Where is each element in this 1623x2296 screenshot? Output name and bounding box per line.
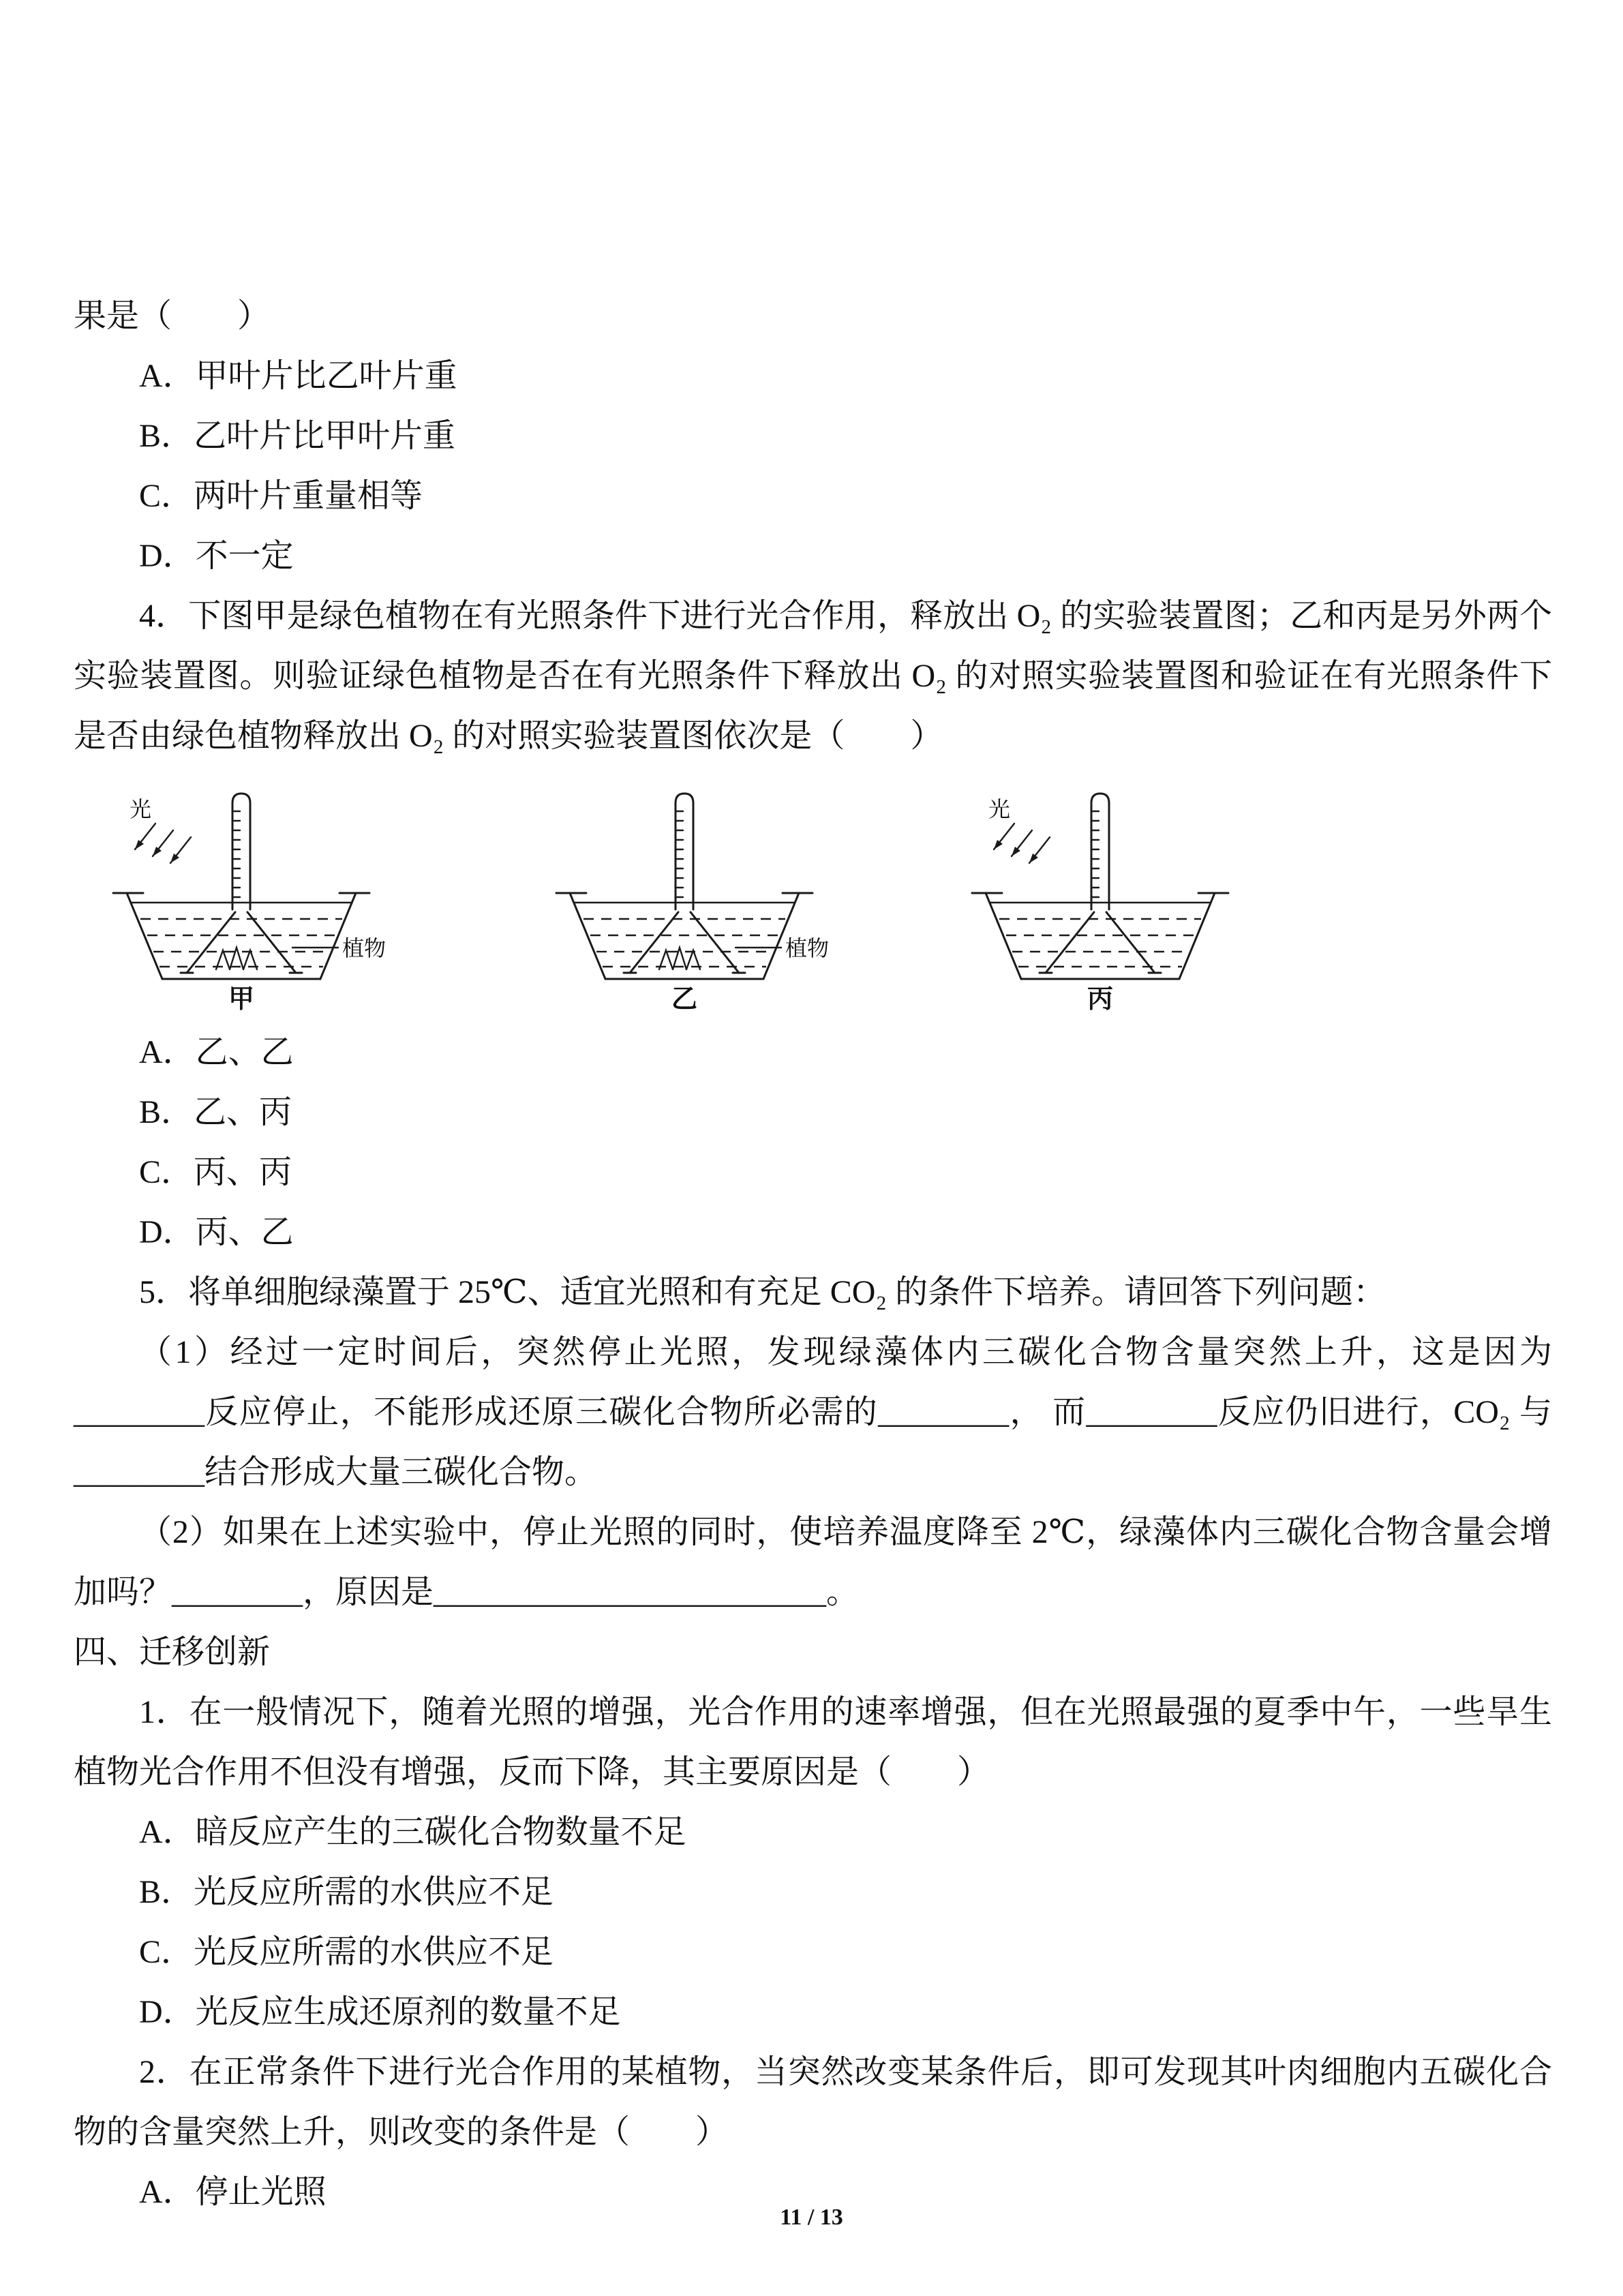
apparatus-yi-caption: 乙 bbox=[671, 985, 698, 1014]
apparatus-jia-caption: 甲 bbox=[228, 985, 255, 1014]
s4q1-option-d: D．光反应生成还原剂的数量不足 bbox=[139, 1994, 621, 2030]
question-5-part-2: （2）如果在上述实验中，停止光照的同时，使培养温度降至 2℃，绿藻体内三碳化合物含量会增加吗？________，原因是________________________。 bbox=[74, 1514, 1552, 1610]
plant-pointer bbox=[292, 936, 386, 961]
lead-option-a: A．甲叶片比乙叶片重 bbox=[139, 358, 457, 394]
water-basin bbox=[113, 893, 369, 979]
question-continuation-text: 果是（ ） bbox=[74, 298, 271, 334]
apparatus-jia-figure bbox=[85, 779, 412, 1016]
gas-tube bbox=[1091, 794, 1109, 909]
water-basin bbox=[556, 893, 813, 979]
s4q1-option-c: C．光反应所需的水供应不足 bbox=[139, 1934, 554, 1970]
section-4-title: 四、迁移创新 bbox=[74, 1634, 271, 1670]
apparatus-yi-figure bbox=[528, 779, 855, 1016]
lead-option-c: C．两叶片重量相等 bbox=[139, 478, 423, 514]
question-5-stem: 5．将单细胞绿藻置于 25℃、适宜光照和有充足 CO₂ 的条件下培养。请回答下列问题： bbox=[139, 1274, 1386, 1310]
lead-option-b: B．乙叶片比甲叶片重 bbox=[139, 418, 456, 454]
gas-tube bbox=[232, 794, 250, 909]
page-number: 11 / 13 bbox=[780, 2205, 843, 2230]
funnel bbox=[1040, 912, 1161, 973]
section4-question-1-stem: 1．在一般情况下，随着光照的增强，光合作用的速率增强，但在光照最强的夏季中午，一些旱生植物光合作用不但没有增强，反而下降，其主要原因是（ ） bbox=[74, 1694, 1552, 1790]
q4-option-b: B．乙、丙 bbox=[139, 1094, 292, 1130]
light-label: 光 bbox=[130, 797, 152, 821]
plant-label: 植物 bbox=[342, 936, 386, 961]
gas-tube bbox=[676, 794, 693, 909]
light-rays-icon bbox=[988, 797, 1050, 863]
q4-option-a: A．乙、乙 bbox=[139, 1034, 294, 1070]
apparatus-bing-figure bbox=[943, 779, 1271, 1016]
apparatus-figure bbox=[85, 779, 1552, 1016]
light-label: 光 bbox=[988, 797, 1011, 821]
section4-question-2-stem: 2．在正常条件下进行光合作用的某植物，当突然改变某条件后，即可发现其叶肉细胞内五碳化合物的含量突然上升，则改变的条件是（ ） bbox=[74, 2054, 1552, 2150]
s4q1-option-a: A．暗反应产生的三碳化合物数量不足 bbox=[139, 1814, 686, 1850]
plant-pointer bbox=[735, 936, 829, 961]
question-4-stem: 4．下图甲是绿色植物在有光照条件下进行光合作用，释放出 O₂ 的实验装置图；乙和丙是另外两个实验装置图。则验证绿色植物是否在有光照条件下释放出 O₂ 的对照实验装置图和验证在有光照条件下是否由绿色植物释放出 O₂ 的对照实验装置图依次是（ ） bbox=[74, 598, 1552, 754]
q4-option-d: D．丙、乙 bbox=[139, 1214, 294, 1250]
apparatus-bing-caption: 丙 bbox=[1087, 985, 1114, 1014]
s4q2-option-a: A．停止光照 bbox=[139, 2174, 327, 2210]
s4q1-option-b: B．光反应所需的水供应不足 bbox=[139, 1874, 554, 1910]
q4-option-c: C．丙、丙 bbox=[139, 1154, 292, 1190]
lead-option-d: D．不一定 bbox=[139, 538, 294, 574]
light-rays-icon bbox=[130, 797, 191, 863]
water-basin bbox=[972, 893, 1228, 979]
plant-label: 植物 bbox=[785, 936, 830, 961]
question-5-part-1: （1）经过一定时间后，突然停止光照，发现绿藻体内三碳化合物含量突然上升，这是因为________反应停止，不能形成还原三碳化合物所必需的________， 而________反应仍旧进行，CO₂ 与________结合形成大量三碳化合物。 bbox=[74, 1334, 1552, 1490]
